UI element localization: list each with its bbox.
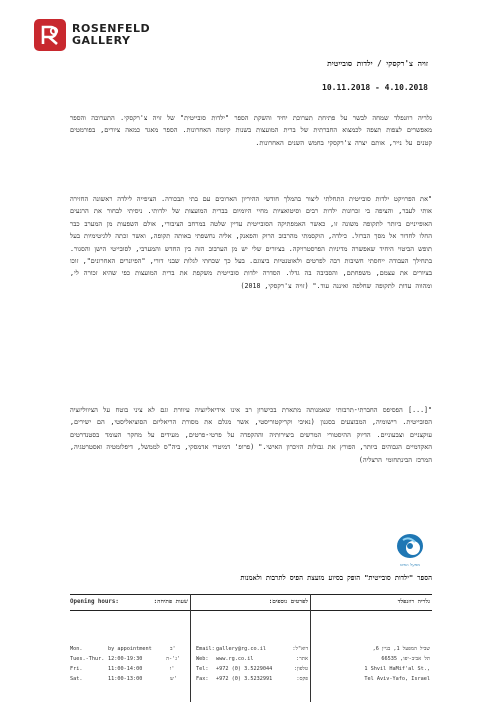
contact-email-link[interactable]: gallery@rg.co.il xyxy=(216,646,266,652)
intro-paragraph xyxy=(70,112,432,149)
contact-tel-label: Tel: xyxy=(196,666,209,672)
gallery-name-heading: גלריה רוזנפלד xyxy=(397,599,430,605)
opening-hours-heading: Opening hours: xyxy=(70,599,119,605)
contact-tel-label-he: טלפון: xyxy=(293,666,308,672)
logo-mark-icon xyxy=(34,19,66,51)
contact-web-link[interactable]: www.rg.co.il xyxy=(216,656,254,662)
exhibition-title: זויה צ'רקסקי / ילדות סובייטית xyxy=(327,59,428,68)
hours-day-he: ג'-ה' xyxy=(166,656,181,662)
exhibition-header xyxy=(68,58,428,94)
contact-tel-value: +972 (0) 3.5229044 xyxy=(216,666,273,672)
lottery-council-caption: מפעל הפיס xyxy=(400,562,420,567)
hours-day-en: Sat. xyxy=(70,676,83,682)
critic-quote-paragraph xyxy=(70,404,432,466)
hours-row-mon xyxy=(70,646,176,655)
logo-line2: GALLERY xyxy=(72,34,131,47)
contact-fax-label-he: פקס: xyxy=(296,676,308,682)
address-line-2: תל אביב-יפו, 66535 xyxy=(381,656,430,662)
footer-header-rule xyxy=(70,610,432,611)
details-heading: לפרטים נוספים: xyxy=(268,599,308,605)
critic-quote-text: "[...] הפסיפס החברתי-תרבותי שאמנותה מתארת בכישרון רב אינו אידיאליזציה עיוורת וגם לא ציני בוטח על הציווליזציה הסובייטית. רישומיה, המבוצעים בסגנון (נאיבי וקריקטוריסטי, אשר מגלם את מסורת הריאליזם הסוציאליסטי, הם ישירים, עוקצניים וצבעוניים. הדיוק ההיסטורי המרשים ביצירותיה וההקפדה על פרטי-פרטים, מעידים על מחקר העומד בסטנדרטים האקדמיים הגבוהים ביותר, הפורץ את גבולות הזיכרון האישי." (פרופ' דמיטרי אדמסקי, ביה"ס לממשל, דיפלומטיה ואסטרטגיה, המרכז הבינתחומי הרצליה) xyxy=(70,406,432,464)
footer-top-rule xyxy=(70,594,432,595)
gallery-logo xyxy=(34,19,150,51)
exhibition-dates: 10.11.2018 - 4.10.2018 xyxy=(322,83,428,92)
footer-divider-1 xyxy=(190,594,191,702)
artist-quote-text: "את הפרויקט ילדות סובייטית התחלתי ליצור בהמלך חודשי ההיריון הארוכים עם בתי תבכורה. הציפייה לילדה ראשונה החזירה אותי לעבר, והציפה בי זכרונות ילדות רבים וסיטואציות מחיי היומיום בברית המועצות של ילדותי. ניסיתי לבחור את הרגעים האופייניים ביותר לתקופה משונה זו, כאשר האמפתיקה הסובייטית עדיין שלטה במרחב הציבורי, אולם השפעות מן המערב כבר החלו לחדור אל מסך הברזל. כילדה, הוקסמתי מהרבוב הרוק והפאנק, אליה נחשפתי באותה תקופה, ואשר זכתה ללגיטימיות בעל תופש הביטוי היחיד שאפשרה מדיניות הפרסטרויקה. בציורים שלי יש מן הערבוב הזה בין החדש והמערבי, לסובייטי הישן והסגור. בתחילך העבודה ייחסתי חשיבות רבה לפרטים ולאוטנטיות ביצוגם. בעל כך שכחתי לגלות שבני דורי, "הפיונרים האחרונים", זוכו בציורים את עצמם, משפחתם, והסביבה בה גדלו. הסדרה ילדות סובייטית משקפת את ברית המועצות כפי שהיא זכורה לי, ומהווה עדות לתקופה שחלפה ואיננה עוד." (זויה צ'רקסקי, 2018) xyxy=(70,195,432,290)
hours-day-he: ב' xyxy=(170,646,176,652)
footer xyxy=(70,594,432,704)
contact-fax-value: +972 (0) 3.5232991 xyxy=(216,676,273,682)
contact-web-label: Web: xyxy=(196,656,209,662)
hours-day-en: Mon. xyxy=(70,646,83,652)
hours-day-en: Tues.-Thur. xyxy=(70,656,105,662)
opening-hours-heading-he: שעות פתיחה: xyxy=(153,599,188,605)
hours-row-sat xyxy=(70,676,177,685)
intro-text: גלריה רוזנפלד שמחה לבשר על פתיחת תערוכת יחיד והשקת הספר "ילדות סובייטית" של זויה צ'רקסקי. התערוכה והספר מאפשרים לצפות תצפה לכמצוא החברתית של ברית המועצות בשנות קיומה האחרונות. הספר מאגד כמאה ציורים, בפורמטים קטנים על נייר, אותם יצרה צ'רקסקי בחמש השנים האחרונות. xyxy=(70,114,432,147)
hours-row-tue-thu xyxy=(70,656,181,665)
logo-line1: ROSENFELD xyxy=(72,22,151,35)
contact-email-label: Email: xyxy=(196,646,215,652)
contact-web-label-he: אתר: xyxy=(296,656,308,662)
hours-day-he: ו' xyxy=(170,666,175,672)
hours-time: 12:00-19:30 xyxy=(108,656,143,662)
hours-day-he: ש' xyxy=(170,676,177,682)
contact-email-label-he: דוא"ל: xyxy=(292,646,308,652)
address-line-4: Tel Aviv-Yafo, Israel xyxy=(364,676,430,682)
address-line-1: שביל המפעל 1, בניין 6, xyxy=(372,646,430,652)
hours-time: 11:00-13:00 xyxy=(108,676,143,682)
contact-fax-label: Fax: xyxy=(196,676,209,682)
hours-time: by appointment xyxy=(108,646,152,652)
footer-divider-2 xyxy=(310,594,311,702)
address-line-3: 1 Shvil HaMif'al St., xyxy=(364,666,430,672)
hours-time: 11:00-14:00 xyxy=(108,666,143,672)
hours-day-en: Fri. xyxy=(70,666,83,672)
logo-wordmark xyxy=(72,23,150,47)
artist-quote-paragraph xyxy=(70,193,432,292)
support-credit: הספר "ילדות סובייטית" הופק בסיוע מועצת הפיס לתרבות ולאמנות xyxy=(240,574,432,582)
hours-row-fri xyxy=(70,666,175,675)
